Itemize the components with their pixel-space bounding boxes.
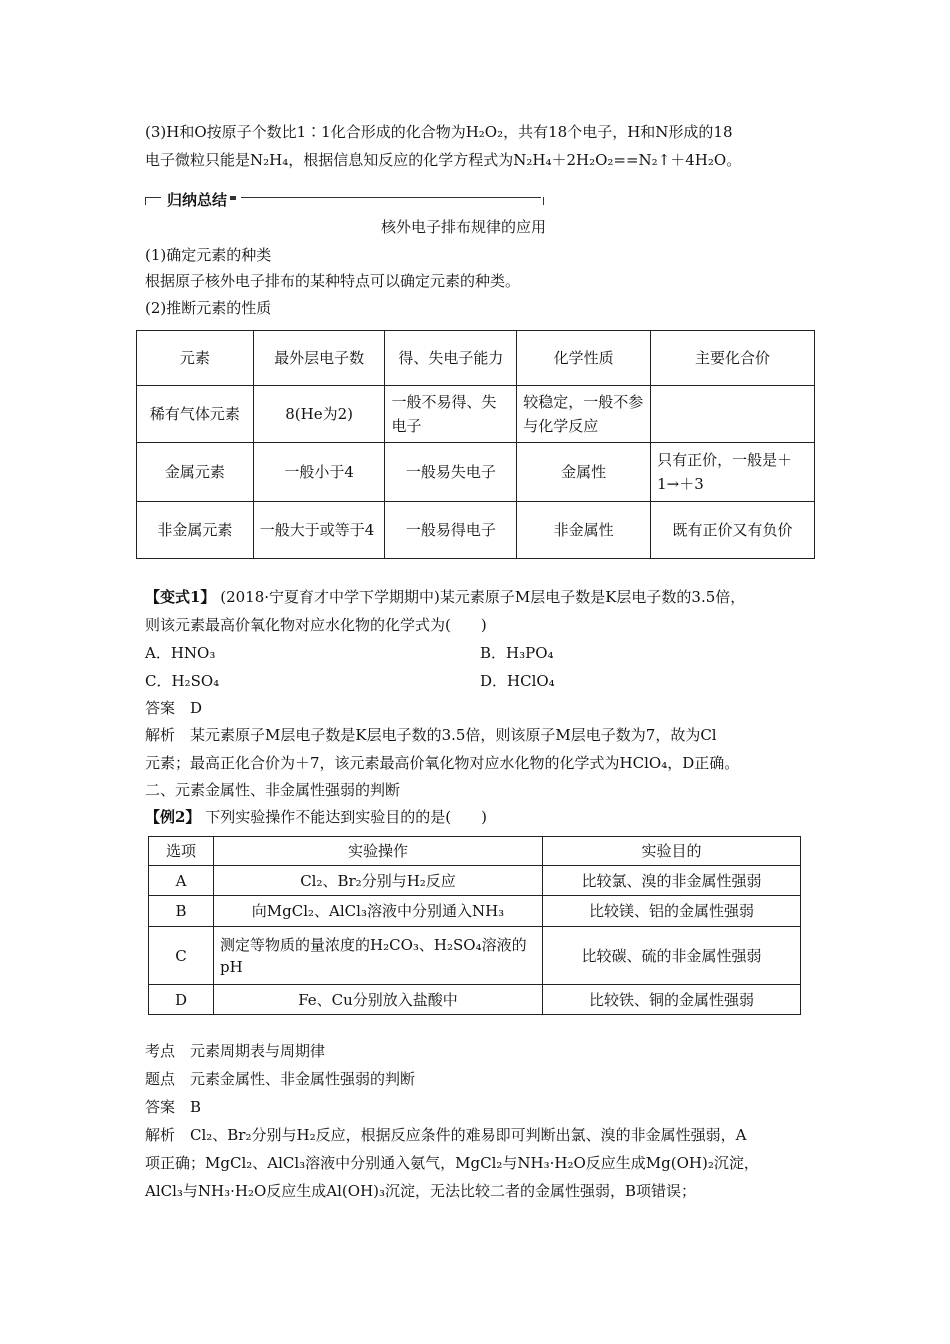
variant1-label: 【变式1】 — [145, 588, 216, 606]
table-cell: 比较铁、铜的金属性强弱 — [543, 985, 801, 1015]
table-cell: 金属元素 — [137, 443, 254, 502]
table-cell: A — [149, 866, 214, 896]
table-row — [137, 386, 815, 443]
intro-line-2: 电子微粒只能是N₂H₄，根据信息知反应的化学方程式为N₂H₄＋2H₂O₂==N₂↑＋4H₂O。 — [145, 151, 742, 169]
table-cell: 只有正价，一般是＋1→＋3 — [651, 443, 815, 502]
option-b: B．H₃PO₄ — [480, 644, 554, 662]
table-header-row — [137, 331, 815, 386]
experiment-table — [148, 836, 801, 1015]
summary-banner — [145, 190, 555, 210]
table-cell: 向MgCl₂、AlCl₃溶液中分别通入NH₃ — [214, 896, 543, 927]
table-header-cell: 元素 — [137, 331, 254, 386]
table-header-cell: 实验目的 — [543, 837, 801, 866]
table-header-row — [149, 837, 801, 866]
variant1-line-1 — [145, 586, 745, 608]
summary-label: 归纳总结 — [167, 191, 228, 209]
summary-p2: 根据原子核外电子排布的某种特点可以确定元素的种类。 — [145, 272, 521, 290]
variant1-analysis-2: 元素；最高正化合价为＋7，该元素最高价氧化物对应水化物的化学式为HClO₄，D正确。 — [145, 754, 740, 772]
table-row — [149, 927, 801, 985]
example2-analysis-1: 解析 Cl₂、Br₂分别与H₂反应，根据反应条件的难易即可判断出氯、溴的非金属性强弱，A — [145, 1126, 747, 1144]
table-cell: 既有正价又有负价 — [651, 502, 815, 559]
table-row — [149, 896, 801, 927]
summary-p1: (1)确定元素的种类 — [145, 246, 272, 264]
table-cell: D — [149, 985, 214, 1015]
banner-tick-left — [145, 197, 146, 205]
table-cell: 测定等物质的量浓度的H₂CO₃、H₂SO₄溶液的pH — [214, 927, 543, 985]
variant1-answer: 答案 D — [145, 699, 203, 717]
table-header-cell: 化学性质 — [517, 331, 651, 386]
table-cell: C — [149, 927, 214, 985]
table-cell: 比较镁、铝的金属性强弱 — [543, 896, 801, 927]
option-d: D．HClO₄ — [480, 672, 555, 690]
table-cell: 稀有气体元素 — [137, 386, 254, 443]
element-properties-table — [136, 330, 815, 559]
table-cell: B — [149, 896, 214, 927]
option-a: A．HNO₃ — [145, 644, 216, 662]
summary-p3: (2)推断元素的性质 — [145, 299, 272, 317]
banner-dot — [230, 196, 236, 200]
variant1-text-1: (2018·宁夏育才中学下学期期中)某元素原子M层电子数是K层电子数的3.5倍， — [220, 588, 746, 606]
table-cell: 一般大于或等于4 — [253, 502, 385, 559]
banner-tick-right — [543, 197, 544, 205]
kaodian-line: 考点 元素周期表与周期律 — [145, 1042, 326, 1060]
option-c: C．H₂SO₄ — [145, 672, 220, 690]
intro-line-1: (3)H和O按原子个数比1∶1化合形成的化合物为H₂O₂，共有18个电子，H和N形成的18 — [145, 123, 733, 141]
table-cell: Fe、Cu分别放入盐酸中 — [214, 985, 543, 1015]
table-cell: 一般易失电子 — [385, 443, 517, 502]
table-row — [137, 502, 815, 559]
banner-rule — [241, 197, 541, 198]
table-row — [149, 985, 801, 1015]
table-cell: 比较碳、硫的非金属性强弱 — [543, 927, 801, 985]
table-header-cell: 得、失电子能力 — [385, 331, 517, 386]
example2-answer: 答案 B — [145, 1098, 202, 1116]
table-cell: 金属性 — [517, 443, 651, 502]
table-cell: 比较氯、溴的非金属性强弱 — [543, 866, 801, 896]
variant1-line-2: 则该元素最高价氧化物对应水化物的化学式为( ) — [145, 616, 487, 634]
table-header-cell: 最外层电子数 — [253, 331, 385, 386]
example2-label: 【例2】 — [145, 808, 201, 826]
table-header-cell: 选项 — [149, 837, 214, 866]
summary-heading: 核外电子排布规律的应用 — [381, 218, 547, 236]
table-header-cell: 实验操作 — [214, 837, 543, 866]
table-cell: 8(He为2) — [253, 386, 385, 443]
example2-text: 下列实验操作不能达到实验目的的是( ) — [205, 808, 487, 826]
table-cell — [651, 386, 815, 443]
table-row — [137, 443, 815, 502]
section2-title: 二、元素金属性、非金属性强弱的判断 — [145, 781, 401, 799]
table-row — [149, 866, 801, 896]
banner-rule-left — [145, 197, 161, 198]
table-cell: 非金属元素 — [137, 502, 254, 559]
variant1-analysis-1: 解析 某元素原子M层电子数是K层电子数的3.5倍，则该原子M层电子数为7，故为Cl — [145, 726, 717, 744]
table-cell: Cl₂、Br₂分别与H₂反应 — [214, 866, 543, 896]
tidian-line: 题点 元素金属性、非金属性强弱的判断 — [145, 1070, 416, 1088]
table-header-cell: 主要化合价 — [651, 331, 815, 386]
table-cell: 较稳定，一般不参与化学反应 — [517, 386, 651, 443]
table-cell: 一般不易得、失电子 — [385, 386, 517, 443]
table-cell: 一般易得电子 — [385, 502, 517, 559]
example2-line — [145, 806, 487, 828]
example2-analysis-3: AlCl₃与NH₃·H₂O反应生成Al(OH)₃沉淀，无法比较二者的金属性强弱，B项错误； — [145, 1182, 697, 1200]
table-cell: 非金属性 — [517, 502, 651, 559]
example2-analysis-2: 项正确；MgCl₂、AlCl₃溶液中分别通入氨气，MgCl₂与NH₃·H₂O反应生成Mg(OH)₂沉淀， — [145, 1154, 759, 1172]
table-cell: 一般小于4 — [253, 443, 385, 502]
